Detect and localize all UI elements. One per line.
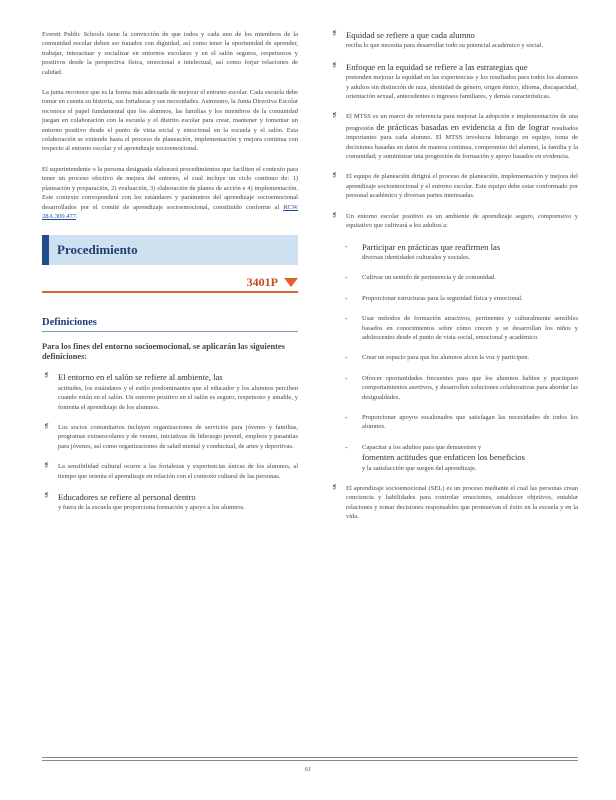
sub-item [330,443,578,473]
sub-lead: Participar en prácticas que reafirmen las [362,241,501,252]
dash-icon: - [345,373,348,383]
policy-number: 3401P [246,274,278,289]
bullet-icon: ❡ [44,423,50,430]
sub-text: Cultivar un sentido de pertenencia y de comunidad. [362,274,496,282]
bullet-icon: ❡ [332,212,338,219]
right-column [330,30,578,533]
bullet-icon: ❡ [332,31,338,37]
definition-text: La sensibilidad cultural ocurre a las fortalezas y experiencias únicas de los alumnos, al tiempo que orienta el aprendizaje en relación con el contexto cultural de las personas. [58,463,298,480]
definition-item [42,423,298,451]
intro-paragraph-3-text: El superintendente o la persona designada elaborará procedimientos que faciliten el contexto para tener un proceso efectivo de mejora del entorno, el cual incluye un ciclo continuo de: 1) planeación y preparación, 2) evaluación, 3) elaboración de planes de acción e 4) implementación. Este contexto corresponderá con los estándares y parámetros del aprendizaje socioemocional desarrollados por el comité de aprendizaje socioemocional, constituido conforme al [42,165,298,211]
intro-paragraph-2: La junta reconoce que es la forma más adecuada de mejorar el entorno escolar. Cada escuela debe tomar en cuenta su historia, sus fortalezas y sus necesidades. Asimismo, la Junta Directiva Escolar reconoce el papel fundamental que los alumnos, las familias y los miembros de la comunidad juegan en colaboración con la escuela y el distrito escolar para crear, mantener y fomentar un entorno positivo desde el punto de vista social y emocional en la escuela y el salón. Esta colaboración se extiende hasta el proceso de planeación, implementación y mejora continua con respecto al entorno escolar y el aprendizaje socioemocional. [42,89,298,153]
definition-item [330,112,578,161]
bullet-icon: ❡ [332,62,338,69]
sub-item [330,374,578,402]
sub-item [330,273,578,282]
bullet-icon: ❡ [332,113,338,120]
definition-text: reciba lo que necesita para desarrollar todo su potencial académico y social. [346,42,544,50]
dash-icon: - [345,273,348,283]
definition-lead: El entorno en el salón se refiere al ambiente, las [58,372,223,383]
definition-item [42,462,298,481]
dash-icon: - [345,412,348,422]
left-column [42,30,298,524]
intro-paragraph-1: Everett Public Schools tiene la convicción de que todos y cada uno de los miembros de la comunidad escolar deben ser tratados con dignidad, así como tener la oportunidad de aprender, trabajar, interactuar y socializar en entornos escolares y en el salón seguros, respetuosos y positivos desde la perspectiva física, emocional e intelectual, así como forjar relaciones de calidad. [42,31,298,76]
sub-item [330,353,578,362]
definition-lead: Educadores se refiere al personal dentro [58,491,196,502]
definition-text: El aprendizaje socioemocional (SEL) es un proceso mediante el cual las personas crean conciencia y habilidades para controlar emociones, establecer objetivos, entablar relaciones y tomar decisiones responsables que promuevan el éxito en la escuela y en la vida. [346,485,578,521]
definition-pre: El MTSS es un marco de referencia para mejorar la adopción e implementación de una progresión [346,113,578,132]
definitions-title: Definiciones [42,317,298,332]
dash-icon: - [345,353,348,363]
definition-item [330,62,578,102]
bullet-icon: ❡ [332,173,338,180]
definition-item [42,492,298,513]
sub-mid: fomenten actitudes que enfaticen los beneficios [362,452,525,463]
definition-text: Un entorno escolar positivo es un ambiente de aprendizaje seguro, comprensivo y equitativo que cultivará a los adultos a: [346,212,578,230]
procedure-banner [42,235,298,265]
sub-text: Ofrecer oportunidades frecuentes para que los alumnos hablen y practiquen comportamientos asertivos, y desarrollen soluciones colaborativas para abordar las desigualdades. [362,374,578,401]
sub-item [330,242,578,263]
dash-icon: - [345,314,348,324]
sub-text: diversas identidades culturales y sociales. [362,253,471,261]
definition-text: y fuera de la escuela que proporciona formación y apoyo a los alumnos. [58,504,245,512]
definition-lead: Enfoque en la equidad se refiere a las estrategias que [346,61,528,72]
dash-icon: - [345,293,348,303]
sub-item [330,413,578,432]
sub-item [330,314,578,342]
footer-rule-bottom [42,760,578,761]
banner-title: Procedimiento [57,242,138,258]
definition-item [42,372,298,412]
definition-item [330,212,578,231]
definition-item [330,172,578,200]
footer-rule-top [42,757,578,758]
definition-item [330,30,578,51]
bullet-icon: ❡ [332,485,338,491]
rcw-link[interactable]: RCW 28A.300.477 [42,203,299,220]
definition-text: pretenden mejorar la equidad en las experiencias y los resultados para todos los alumnos y adultos sin distinción de raza, identidad de género, origen étnico, idioma, discapacidad, orientación sexual, antecedentes o ingresos familiares, y demás características. [346,74,578,101]
bullet-icon: ❡ [44,463,50,470]
sub-text: y la satisfacción que surgen del aprendizaje. [362,464,477,472]
bullet-icon: ❡ [44,373,50,380]
dash-icon: - [345,241,348,251]
intro-paragraph-3 [42,165,298,221]
sub-text: Proporcionar estructuras para la seguridad física y emocional. [362,294,523,302]
dash-icon: - [345,442,348,452]
definition-lead: Equidad se refiere a que cada alumno [346,30,475,40]
definition-text: resultados importantes para cada alumno. El MTSS involucra liderazgo en equipo, toma de decisiones basadas en datos de manera continua, compromiso del alumno, la familia y la comunidad; y suministrar una progresión de formación y apoyo basados en evidencia. [346,124,579,161]
definition-text: actitudes, los estándares y el estilo predominantes que el educador y los alumnos perciben cuando están en el salón. Un entorno positivo en el salón es seguro, respetuoso y amable, y fomenta el aprendizaje de los alumnos. [58,384,298,411]
definition-mid: de prácticas basadas en evidencia a fin de lograr [376,121,550,132]
sub-text: Proporcionar apoyos escalonados que satisfagan las necesidades de todos los alumnos. [362,413,578,431]
definition-text: El equipo de planeación dirigirá el proceso de planeación, implementación y mejora del aprendizaje socioemocional y el entorno escolar. Este equipo debe estar conformado por personal académico y diversas partes interesadas. [346,173,578,200]
triangle-down-icon [284,278,298,287]
page-number: 61 [304,766,312,773]
sub-pre: Capacitar a los adultos para que demuestren y [362,443,482,451]
definition-item [330,484,578,522]
intro-paragraph-3-end: . [75,212,78,220]
sub-text: Crear un espacio para que los alumnos alcen la voz y participen. [362,354,530,362]
bullet-icon: ❡ [44,492,50,499]
policy-number-row [42,273,298,293]
sub-text: Usar métodos de formación atractivos, pertinentes y culturalmente sensibles basados en conocimientos sobre cómo crecen y se desarrollan los niños y adolescentes desde el punto de vista social, emocional y académico. [362,315,578,341]
definitions-intro: Para los fines del entorno socioemocional, se aplicarán las siguientes definiciones: [42,342,285,362]
definition-text: Los socios comunitarios incluyen organizaciones de servicios para jóvenes y familias, programas extraescolares y de verano, iniciativas de liderazgo juvenil, empleos y pasantías para jóvenes, así como organizaciones de salud mental y conductual, de artes y deportivas. [58,423,298,450]
sub-item [330,294,578,303]
